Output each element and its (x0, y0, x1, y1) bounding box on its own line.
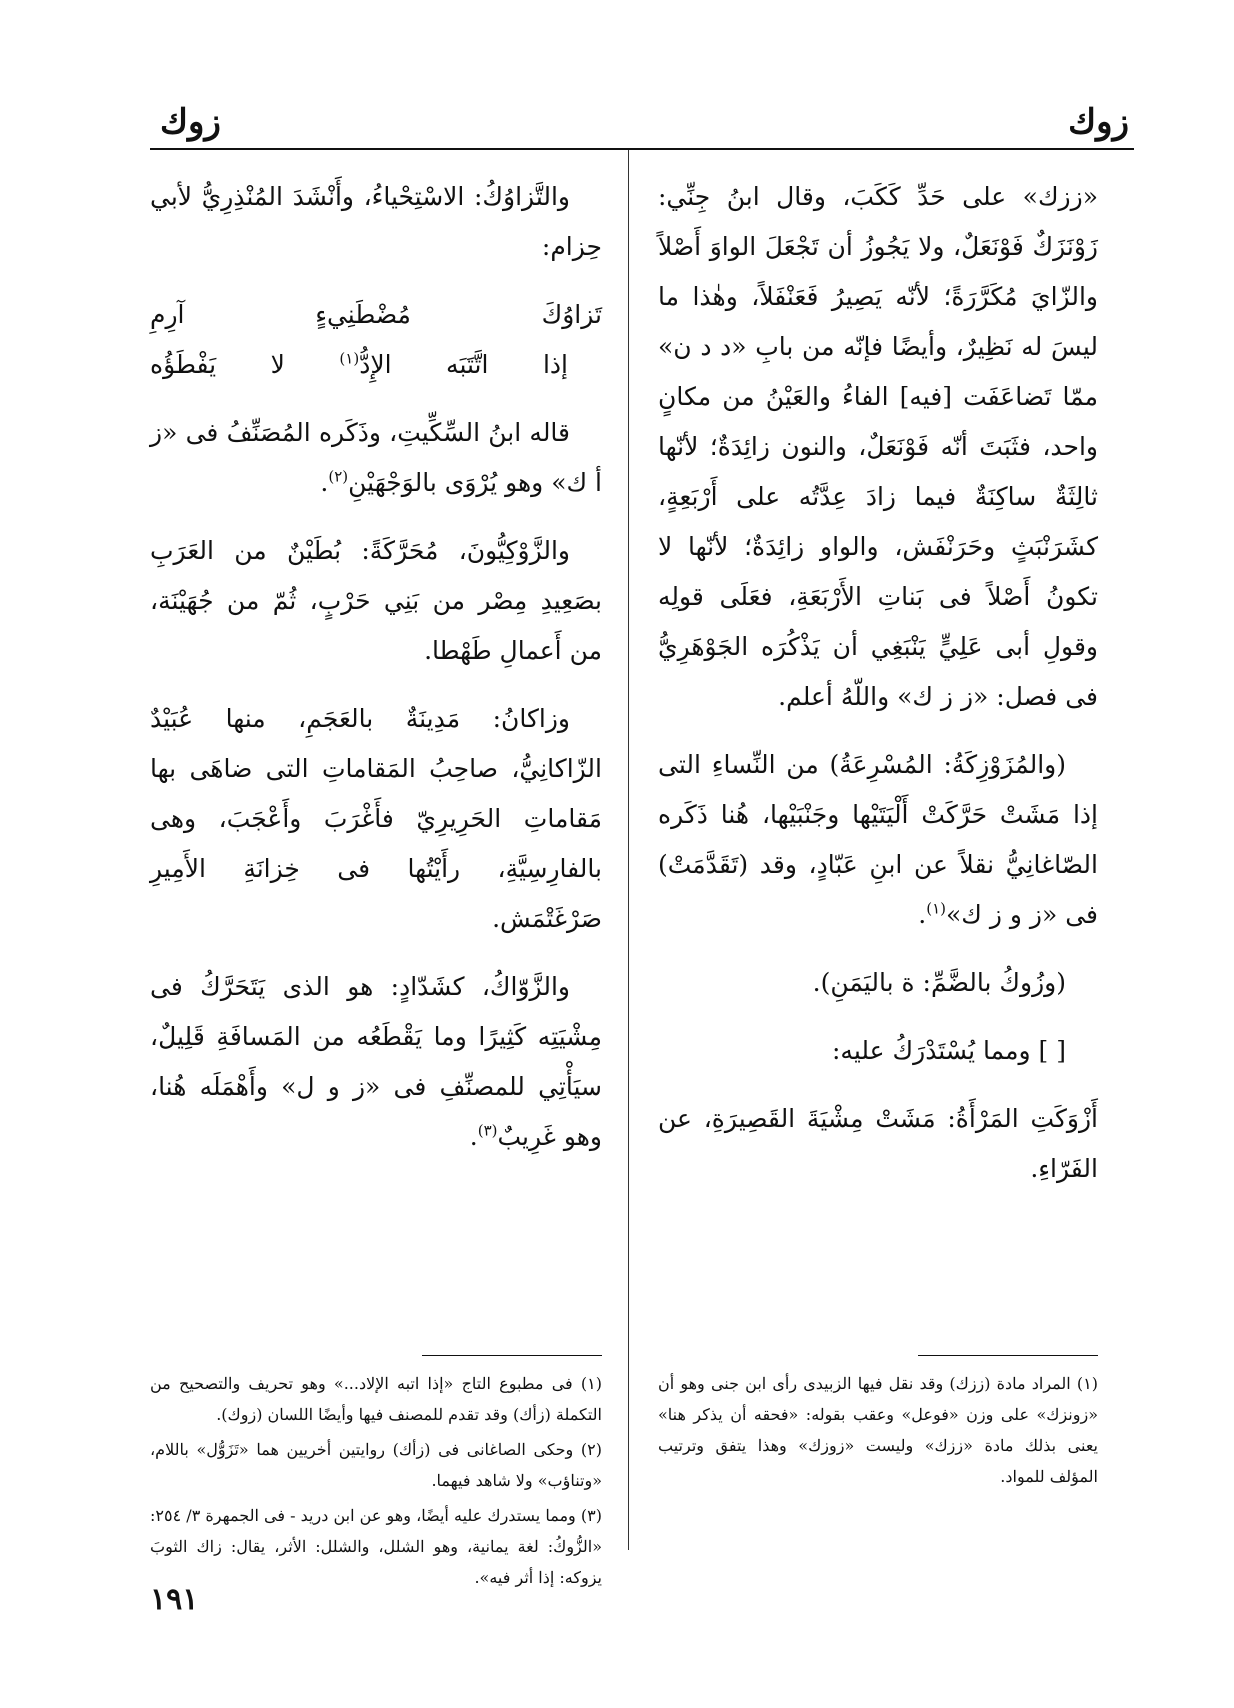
entry-text-end: . (320, 468, 329, 497)
entry-text: قاله ابنُ السِّكِّيتِ، وذَكَره المُصَنِّفُ فى «ز أ ك» وهو يُرْوَى بالوَجْهَيْنِ (150, 418, 602, 497)
entry-text: والزَّوّاكُ، كشَدّادٍ: هو الذى يَتَحَرَّكُ فى مِشْيَتِه كَثِيرًا وما يَقْطَعُه من المَسافَةِ قَلِيلٌ، سيَأْتِي للمصنِّفِ فى «ز و ل» وأَهْمَلَه هُنا، وهو غَرِيبٌ (150, 972, 602, 1151)
footnote-rule-right (918, 1355, 1098, 1356)
footnote-marker[interactable]: (٢) (328, 467, 349, 486)
left-column (150, 172, 602, 1180)
verse-text-end: لا يَفْطَؤُه (150, 350, 340, 379)
entry-paragraph (150, 962, 602, 1162)
footnotes-left (150, 1368, 602, 1597)
entry-paragraph: والزَّوْكِيُّونَ، مُحَرَّكَةً: بُطَيْنٌ من العَرَبِ بصَعِيدِ مِصْر من بَنِي حَرْبٍ، ثُمّ من جُهَيْنَة، من أَعمالِ طَهْطا. (150, 536, 602, 665)
footnote-marker[interactable]: (٣) (477, 1121, 498, 1140)
footnotes-right (658, 1368, 1098, 1496)
entry-paragraph (658, 740, 1098, 940)
footnote: (٣) ومما يستدرك عليه أيضًا، وهو عن ابن دريد - فى الجمهرة ٣/ ٢٥٤: «الزُّوكُ: لغة يمانية، وهو الشلل، والشلل: الأثر، يقال: زاك الثوبَ يزوكه: إذا أثر فيه». (150, 1506, 602, 1587)
verse-line-second (150, 340, 602, 390)
footnote-rule-left (422, 1355, 602, 1356)
page-number: ١٩١ (150, 1582, 199, 1617)
entry-text-end: . (918, 900, 927, 929)
entry-text: (والمُزَوْزِكَةُ: المُسْرِعَةُ) من النِّساءِ التى إذا مَشَتْ حَرَّكَتْ أَلْيَتَيْها وجَنْبَيْها، هُنا ذَكَره الصّاغانِيُّ نقلاً عن ابنِ عَبّادٍ، وقد (تَقَدَّمَتْ) فى «ز و ز ك» (658, 750, 1098, 929)
header-rule (150, 148, 1134, 150)
footnote: (١) المراد مادة (ززك) وقد نقل فيها الزبيدى رأى ابن جنى وهو أن «زونزك» على وزن «فوعل» وعقب بقوله: «فحقه أن يذكر هنا» يعنى بذلك مادة «ززك» وليست «زوزك» وهذا يتفق وترتيب المؤلف للمواد. (658, 1374, 1098, 1486)
running-header-right: زوك (1068, 102, 1129, 142)
footnote: (١) فى مطبوع التاج «إذا اتبه الإلاد...» وهو تحريف والتصحيح من التكملة (زأك) وقد تقدم للمصنف فيها وأيضًا اللسان (زوك). (150, 1374, 602, 1424)
addendum-heading: [ ] ومما يُسْتَدْرَكُ عليه: (832, 1036, 1066, 1065)
entry-paragraph: «ززك» على حَدِّ كَكَبَ، وقال ابنُ جِنِّي: زَوْنَزَكٌ فَوْنَعَلٌ، ولا يَجُوزُ أن تَجْعَلَ الواوَ أَصْلاً والزّايَ مُكَرَّرَةً؛ لأنّه يَصِيرُ فَعَنْفَلاً، وهٰذا ما ليسَ له نَظِيرٌ، وأيضًا فإنّه من بابِ «د د ن» ممّا تَضاعَفَت [فيه] الفاءُ والعَيْنُ من مكانٍ واحد، فثَبَتَ أنّه فَوْنَعَلٌ، والنون زائِدَةٌ؛ لأنّها ثالِثَةٌ ساكِنَةٌ فيما زادَ عِدَّتُه على أَرْبَعِةٍ، كشَرَنْبَثٍ وحَرَنْفَش، والواو زائِدَةٌ؛ لأنّها لا تكونُ أَصْلاً فى بَناتِ الأَرْبَعَةِ، فعَلَى قولِه وقولِ أبى عَلِيٍّ يَنْبَغِي أن يَذْكُرَه الجَوْهَرِيُّ فى فصل: «ز ز ك» واللّهُ أعلم. (658, 182, 1098, 711)
verse-text: إذا اتَّتَبَه الإِدُّ (359, 350, 568, 379)
verse-line-first: تَزاوُكَ مُضْطَنِيءٍ آرِمِ (150, 300, 602, 329)
entry-paragraph: أَزْوَكَتِ المَرْأَةُ: مَشَتْ مِشْيَةَ القَصِيرَةِ، عن الفَرّاءِ. (658, 1104, 1098, 1183)
footnote-marker[interactable]: (١) (339, 349, 360, 368)
column-divider (628, 150, 629, 1550)
right-column (658, 172, 1098, 1212)
entry-paragraph: والتَّزاوُكُ: الاسْتِحْياءُ، وأَنْشَدَ المُنْذِرِيُّ لأبي حِزام: (150, 182, 602, 261)
entry-text-end: . (469, 1122, 478, 1151)
entry-paragraph: وزاكانُ: مَدِينَةٌ بالعَجَمِ، منها عُبَيْدٌ الزّاكانِيُّ، صاحِبُ المَقاماتِ التى ضاهَى بها مَقاماتِ الحَرِيرِيّ فأَغْرَبَ وأَعْجَبَ، وهى بالفارِسِيَّةِ، رأَيْتُها فى خِزانَةِ الأَمِيرِ صَرْغَتْمَش. (150, 704, 602, 933)
footnote-marker[interactable]: (١) (926, 899, 946, 918)
entry-paragraph: (وزُوكُ بالضَّمِّ: ة باليَمَنِ). (812, 968, 1066, 997)
footnote: (٢) وحكى الصاغانى فى (زأك) روايتين أخريين هما «تَزَوُّل» باللام، «وتناؤب» ولا شاهد فيهما. (150, 1440, 602, 1490)
running-header-left: زوك (160, 102, 221, 142)
entry-paragraph (150, 408, 602, 508)
